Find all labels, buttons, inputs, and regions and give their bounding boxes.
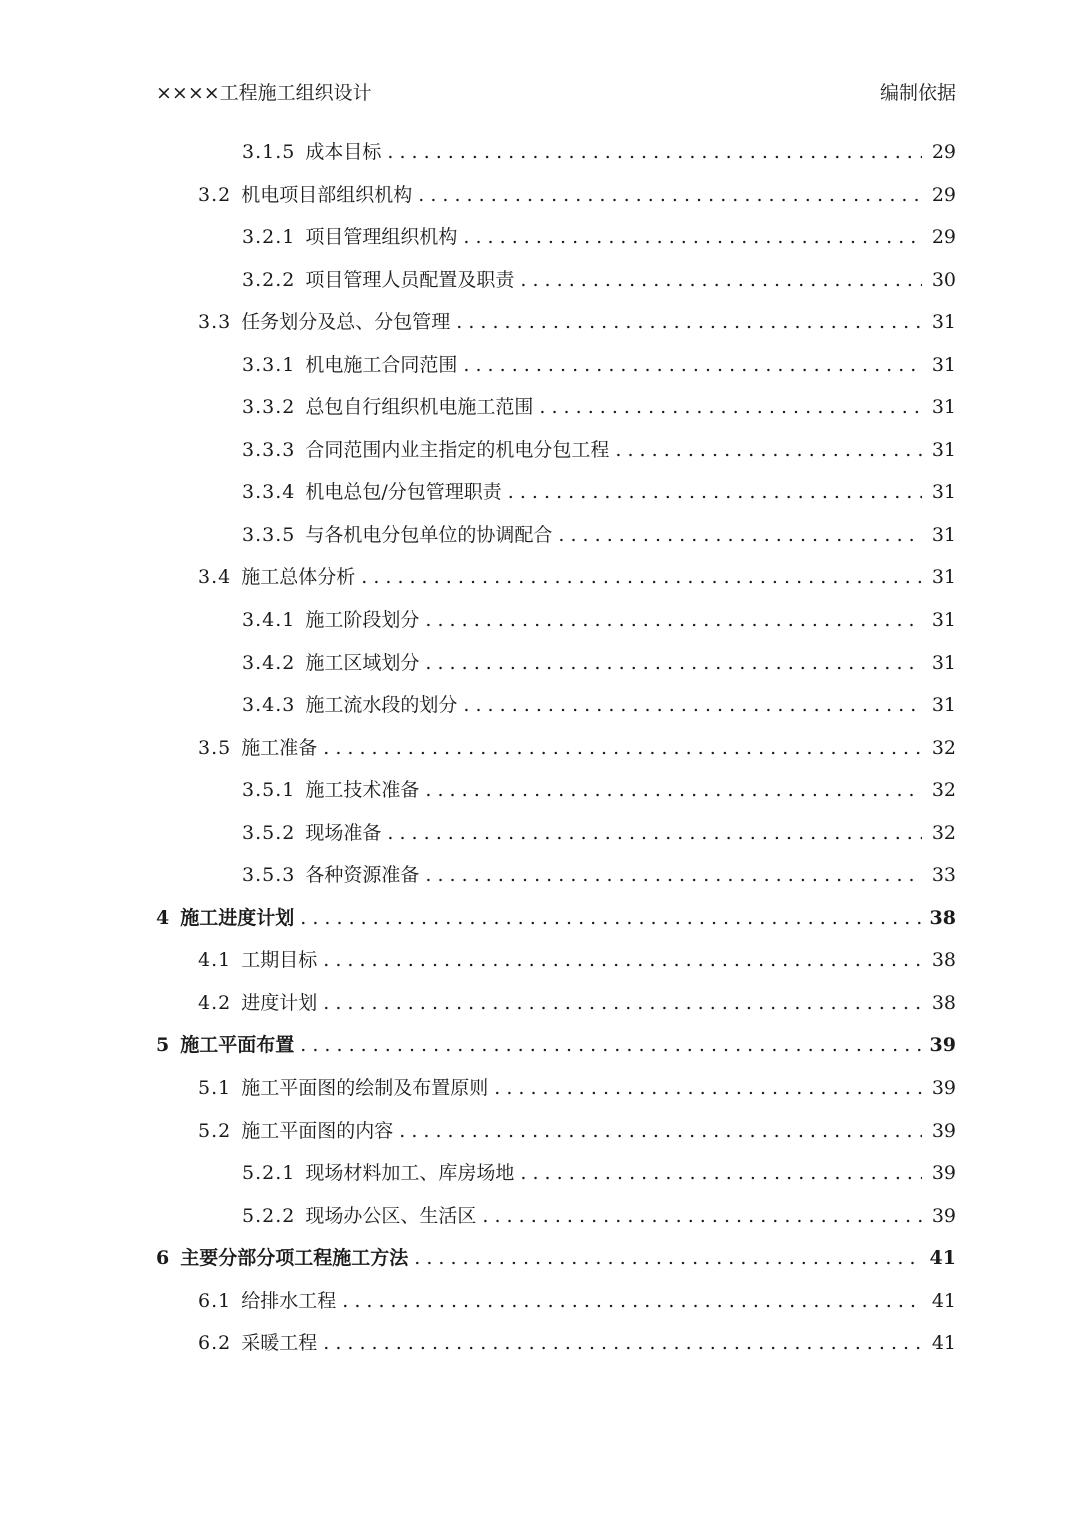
toc-dot-leader bbox=[399, 1110, 922, 1153]
toc-dot-leader bbox=[482, 1195, 922, 1238]
toc-entry-number: 3.5.3 bbox=[242, 864, 296, 887]
toc-entry-title: 施工平面图的绘制及布置原则 bbox=[241, 1077, 489, 1100]
toc-entry-title: 施工总体分析 bbox=[241, 566, 356, 589]
toc-entry-title: 现场材料加工、库房场地 bbox=[305, 1162, 515, 1185]
toc-entry-number: 3.3.5 bbox=[242, 523, 296, 546]
toc-entry-number: 3.4.2 bbox=[242, 651, 296, 674]
toc-entry[interactable] bbox=[156, 386, 956, 429]
toc-entry-number: 6.2 bbox=[198, 1332, 232, 1355]
toc-entry-page-number: 31 bbox=[931, 609, 956, 632]
table-of-contents bbox=[156, 131, 956, 1365]
header-document-title: ××××工程施工组织设计 bbox=[156, 81, 372, 104]
toc-entry-number: 3.5 bbox=[198, 736, 232, 759]
toc-dot-leader bbox=[300, 897, 922, 940]
toc-entry-title: 合同范围内业主指定的机电分包工程 bbox=[305, 438, 610, 461]
toc-entry-page-number: 29 bbox=[931, 141, 956, 163]
toc-dot-leader bbox=[361, 556, 922, 599]
toc-entry-page-number: 41 bbox=[931, 1289, 956, 1312]
toc-entry-page-number: 39 bbox=[931, 1119, 956, 1142]
toc-dot-leader bbox=[323, 1322, 922, 1365]
toc-dot-leader bbox=[300, 1024, 922, 1067]
toc-entry-title: 施工平面布置 bbox=[180, 1034, 295, 1057]
toc-entry-number: 3.5.2 bbox=[242, 821, 296, 844]
toc-entry[interactable] bbox=[156, 1067, 956, 1110]
toc-entry[interactable] bbox=[156, 769, 956, 812]
toc-dot-leader bbox=[323, 727, 922, 770]
toc-entry-title: 机电总包/分包管理职责 bbox=[305, 481, 502, 504]
toc-entry-title: 施工技术准备 bbox=[305, 779, 420, 802]
toc-entry[interactable] bbox=[156, 854, 956, 897]
toc-dot-leader bbox=[615, 429, 922, 472]
toc-dot-leader bbox=[418, 174, 922, 217]
toc-dot-leader bbox=[520, 259, 922, 302]
toc-entry-title: 进度计划 bbox=[241, 991, 318, 1014]
toc-entry-page-number: 31 bbox=[931, 438, 956, 461]
toc-entry-title: 项目管理组织机构 bbox=[305, 226, 458, 249]
toc-entry-title: 工期目标 bbox=[241, 949, 318, 972]
toc-dot-leader bbox=[508, 471, 922, 514]
toc-entry-page-number: 41 bbox=[931, 1332, 956, 1355]
toc-entry[interactable] bbox=[156, 599, 956, 642]
toc-entry-title: 总包自行组织机电施工范围 bbox=[305, 396, 534, 419]
toc-dot-leader bbox=[323, 982, 922, 1025]
toc-entry-number: 3.4 bbox=[198, 566, 232, 589]
toc-entry[interactable] bbox=[156, 429, 956, 472]
toc-entry-number: 3.3.1 bbox=[242, 353, 296, 376]
toc-entry-number: 3.3.2 bbox=[242, 396, 296, 419]
toc-entry-number: 3.3.4 bbox=[242, 481, 296, 504]
toc-entry-number: 4.1 bbox=[198, 949, 232, 972]
toc-entry[interactable] bbox=[156, 216, 956, 259]
toc-entry-page-number: 31 bbox=[931, 566, 956, 589]
toc-entry-title: 任务划分及总、分包管理 bbox=[241, 311, 451, 334]
toc-entry[interactable] bbox=[156, 982, 956, 1025]
toc-entry-number: 3.4.3 bbox=[242, 694, 296, 717]
toc-entry-page-number: 41 bbox=[929, 1247, 956, 1270]
toc-dot-leader bbox=[425, 854, 922, 897]
toc-entry-title: 采暖工程 bbox=[241, 1332, 318, 1355]
toc-entry-page-number: 39 bbox=[931, 1204, 956, 1227]
header-divider bbox=[156, 112, 956, 113]
toc-entry-page-number: 29 bbox=[931, 183, 956, 206]
toc-entry-number: 3.2.2 bbox=[242, 268, 296, 291]
toc-entry-page-number: 32 bbox=[931, 736, 956, 759]
toc-entry-title: 施工准备 bbox=[241, 736, 318, 759]
toc-entry-page-number: 30 bbox=[931, 268, 956, 291]
toc-entry-number: 6.1 bbox=[198, 1289, 232, 1312]
toc-dot-leader bbox=[520, 1152, 922, 1195]
toc-entry-page-number: 31 bbox=[931, 523, 956, 546]
toc-dot-leader bbox=[463, 344, 922, 387]
toc-entry[interactable] bbox=[156, 131, 956, 174]
toc-dot-leader bbox=[539, 386, 922, 429]
toc-entry-page-number: 31 bbox=[931, 651, 956, 674]
toc-entry-number: 3.3 bbox=[198, 311, 232, 334]
toc-entry-title: 主要分部分项工程施工方法 bbox=[180, 1247, 409, 1270]
toc-entry[interactable] bbox=[156, 642, 956, 685]
toc-dot-leader bbox=[425, 769, 922, 812]
toc-entry[interactable] bbox=[156, 684, 956, 727]
toc-entry-number: 3.2 bbox=[198, 183, 232, 206]
toc-entry-page-number: 32 bbox=[931, 821, 956, 844]
toc-entry[interactable] bbox=[156, 1110, 956, 1153]
toc-entry-page-number: 38 bbox=[931, 991, 956, 1014]
toc-entry-title: 机电项目部组织机构 bbox=[241, 183, 413, 206]
toc-entry-title: 各种资源准备 bbox=[305, 864, 420, 887]
toc-dot-leader bbox=[342, 1280, 922, 1323]
toc-dot-leader bbox=[387, 812, 922, 855]
toc-entry-number: 3.4.1 bbox=[242, 609, 296, 632]
toc-entry-title: 现场办公区、生活区 bbox=[305, 1204, 477, 1227]
toc-entry[interactable] bbox=[156, 1280, 956, 1323]
toc-entry-number: 3.3.3 bbox=[242, 438, 296, 461]
toc-dot-leader bbox=[463, 216, 922, 259]
toc-entry[interactable] bbox=[156, 939, 956, 982]
toc-entry-page-number: 32 bbox=[931, 779, 956, 802]
toc-entry-title: 施工进度计划 bbox=[180, 906, 295, 929]
toc-entry-page-number: 31 bbox=[931, 311, 956, 334]
toc-entry[interactable] bbox=[156, 259, 956, 302]
toc-entry[interactable] bbox=[156, 727, 956, 770]
toc-entry-title: 项目管理人员配置及职责 bbox=[305, 268, 515, 291]
toc-dot-leader bbox=[425, 642, 922, 685]
toc-entry[interactable] bbox=[156, 471, 956, 514]
toc-entry-title: 施工流水段的划分 bbox=[305, 694, 458, 717]
toc-entry-title: 现场准备 bbox=[305, 821, 382, 844]
toc-dot-leader bbox=[456, 301, 922, 344]
toc-entry-title: 施工平面图的内容 bbox=[241, 1119, 394, 1142]
toc-entry-page-number: 33 bbox=[931, 864, 956, 887]
toc-dot-leader bbox=[425, 599, 922, 642]
toc-entry-number: 5 bbox=[156, 1034, 171, 1057]
toc-entry-title: 成本目标 bbox=[305, 141, 382, 163]
toc-dot-leader bbox=[558, 514, 922, 557]
toc-entry[interactable] bbox=[156, 1237, 956, 1280]
toc-entry-page-number: 29 bbox=[931, 226, 956, 249]
toc-entry[interactable] bbox=[156, 301, 956, 344]
toc-entry-number: 3.5.1 bbox=[242, 779, 296, 802]
toc-entry[interactable] bbox=[156, 344, 956, 387]
toc-entry-number: 5.2.1 bbox=[242, 1162, 296, 1185]
toc-entry-title: 给排水工程 bbox=[241, 1289, 337, 1312]
toc-entry-title: 施工区域划分 bbox=[305, 651, 420, 674]
toc-entry-number: 3.2.1 bbox=[242, 226, 296, 249]
toc-entry-page-number: 38 bbox=[931, 949, 956, 972]
toc-entry[interactable] bbox=[156, 1195, 956, 1238]
toc-entry[interactable] bbox=[156, 812, 956, 855]
header-section-title: 编制依据 bbox=[879, 81, 956, 104]
toc-entry-page-number: 39 bbox=[931, 1077, 956, 1100]
toc-entry-number: 4 bbox=[156, 906, 171, 929]
toc-entry-page-number: 31 bbox=[931, 396, 956, 419]
toc-entry[interactable] bbox=[156, 514, 956, 557]
toc-entry-number: 5.2 bbox=[198, 1119, 232, 1142]
toc-entry-title: 与各机电分包单位的协调配合 bbox=[305, 523, 553, 546]
toc-entry-page-number: 38 bbox=[929, 906, 956, 929]
toc-entry-page-number: 39 bbox=[929, 1034, 956, 1057]
page-header bbox=[156, 76, 956, 106]
toc-dot-leader bbox=[387, 131, 922, 174]
toc-entry-page-number: 31 bbox=[931, 481, 956, 504]
toc-entry[interactable] bbox=[156, 1152, 956, 1195]
toc-entry-number: 5.1 bbox=[198, 1077, 232, 1100]
toc-entry-number: 5.2.2 bbox=[242, 1204, 296, 1227]
toc-entry-page-number: 31 bbox=[931, 353, 956, 376]
toc-entry[interactable] bbox=[156, 1024, 956, 1067]
toc-entry-number: 6 bbox=[156, 1247, 171, 1270]
toc-entry[interactable] bbox=[156, 1322, 956, 1365]
toc-entry-number: 4.2 bbox=[198, 991, 232, 1014]
toc-entry-page-number: 31 bbox=[931, 694, 956, 717]
toc-entry-page-number: 39 bbox=[931, 1162, 956, 1185]
toc-entry[interactable] bbox=[156, 174, 956, 217]
toc-dot-leader bbox=[463, 684, 922, 727]
toc-dot-leader bbox=[323, 939, 922, 982]
toc-entry-title: 机电施工合同范围 bbox=[305, 353, 458, 376]
toc-dot-leader bbox=[494, 1067, 922, 1110]
toc-entry-number: 3.1.5 bbox=[242, 141, 296, 163]
toc-entry-title: 施工阶段划分 bbox=[305, 609, 420, 632]
toc-entry[interactable] bbox=[156, 556, 956, 599]
toc-dot-leader bbox=[414, 1237, 922, 1280]
toc-entry[interactable] bbox=[156, 897, 956, 940]
